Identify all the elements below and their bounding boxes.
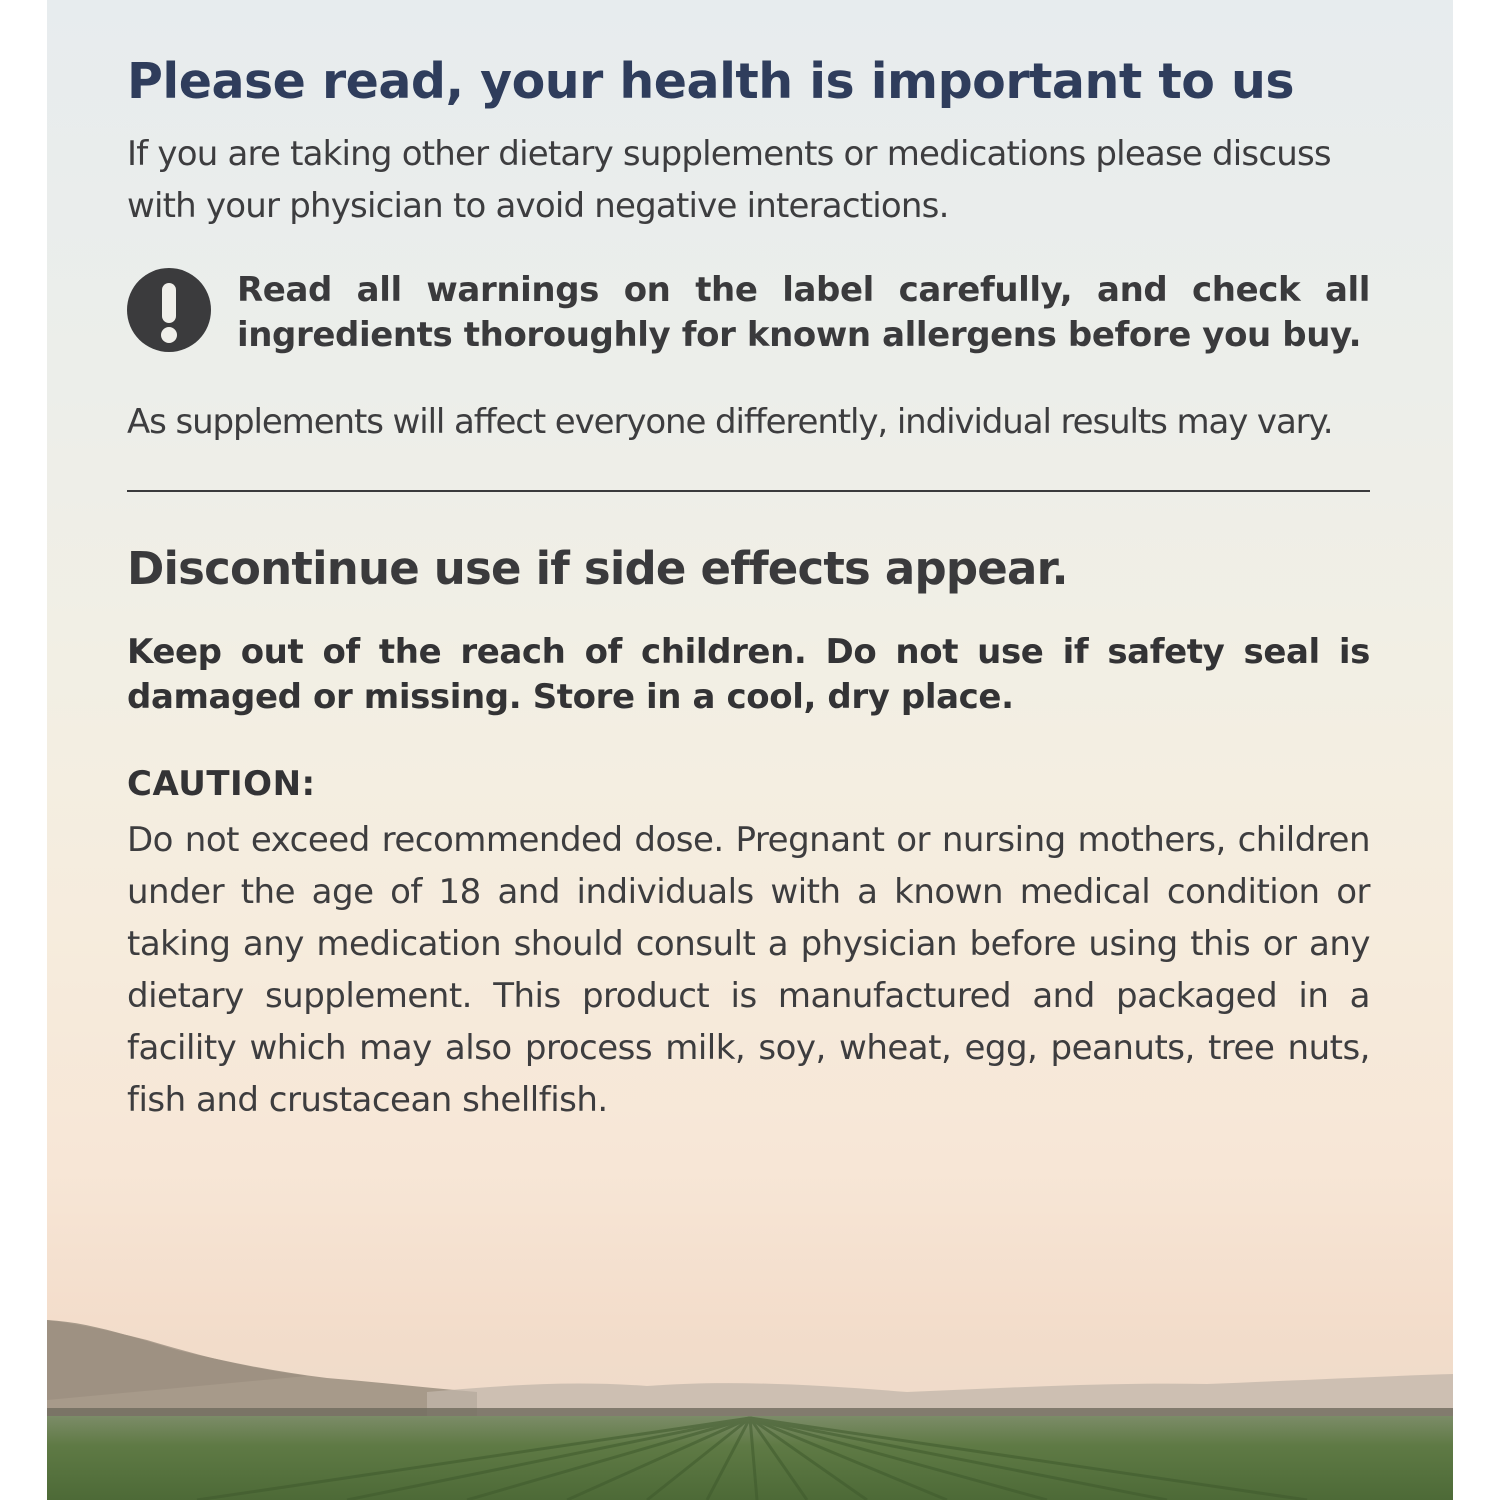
caution-text: Do not exceed recommended dose. Pregnant or nursing mothers, children under the age of 18 and individuals with a known medical condition or taking any medication should consult a physician before using this or any dietary supplement. This product is manufactured and packaged in a facility which may also process milk, soy, wheat, egg, peanuts, tree nuts, fish and crustacean shellfish.	[127, 820, 1370, 1120]
warning-text: Read all warnings on the label carefully, and check all ingredients thoroughly for known allergens before you buy.	[237, 270, 1370, 355]
results-note: As supplements will affect everyone differently, individual results may vary.	[127, 402, 1333, 442]
discontinue-heading: Discontinue use if side effects appear.	[127, 542, 1068, 595]
divider	[127, 490, 1370, 492]
farm-landscape-image	[47, 1300, 1453, 1500]
warning-block	[127, 268, 1370, 358]
caution-label: CAUTION:	[127, 764, 316, 804]
keep-out-notice: Keep out of the reach of children. Do not use if safety seal is damaged or missing. Store in a cool, dry place.	[127, 632, 1370, 717]
exclamation-circle-icon	[127, 268, 211, 352]
intro-paragraph: If you are taking other dietary supplements or medications please discuss with your physician to avoid negative interactions.	[127, 134, 1331, 226]
label-content	[127, 50, 1370, 1126]
label-panel	[47, 0, 1453, 1500]
page-title: Please read, your health is important to us	[127, 53, 1295, 110]
